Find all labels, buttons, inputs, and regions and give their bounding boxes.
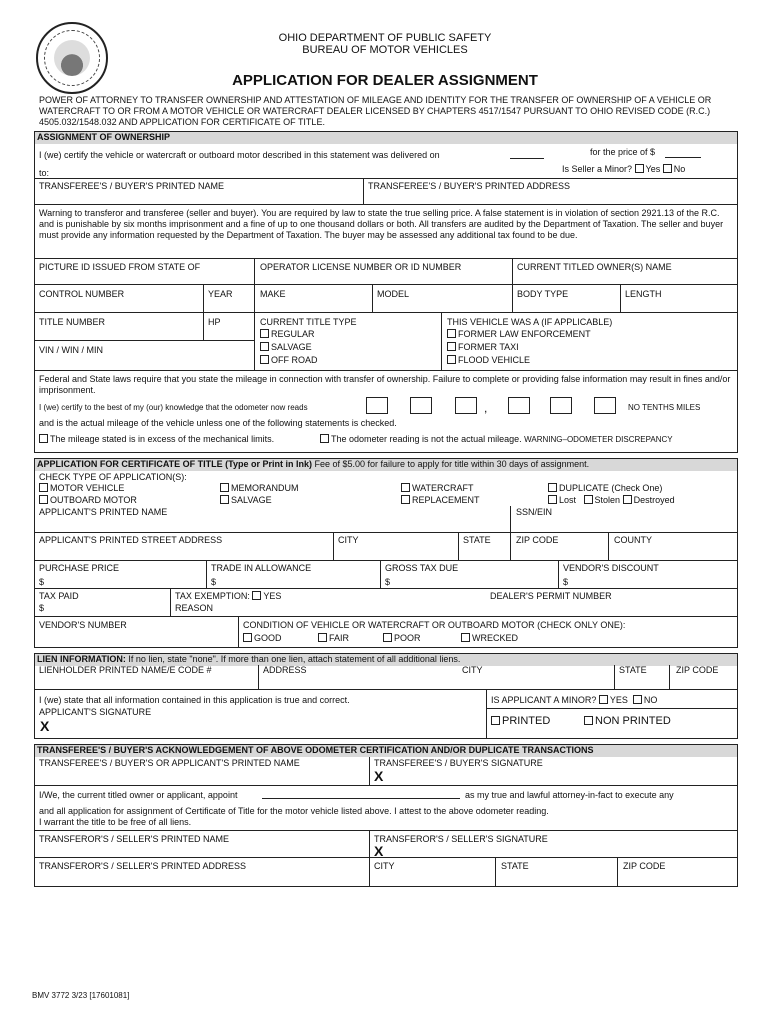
regular-checkbox[interactable]: [260, 329, 269, 338]
odometer-digit-3[interactable]: [455, 397, 477, 414]
picture-id-label: PICTURE ID ISSUED FROM STATE OF: [39, 262, 201, 272]
title-type-label: CURRENT TITLE TYPE: [260, 317, 357, 327]
lien-zip-label: ZIP CODE: [676, 665, 719, 675]
body-type-label: BODY TYPE: [517, 289, 569, 299]
price-field[interactable]: [665, 157, 701, 158]
appoint-text: I/We, the current titled owner or applicant, appoint: [39, 790, 238, 800]
condition-fair: FAIR: [318, 633, 349, 644]
certify-odometer-text: I (we) certify to the best of my (our) knowledge that the odometer now reads: [39, 403, 308, 412]
trade-in-label: TRADE IN ALLOWANCE: [211, 563, 312, 573]
non-printed-option: NON PRINTED: [584, 716, 671, 727]
duplicate-checkbox[interactable]: [548, 483, 557, 492]
trade-dollar: $: [211, 577, 217, 587]
buyer-name-label: TRANSFEREE'S / BUYER'S PRINTED NAME: [39, 181, 224, 191]
lien-heading: LIEN INFORMATION: If no lien, state "none". If more than one lien, attach statement of all additional liens.: [35, 654, 737, 666]
and-all-text: and all application for assignment of Certificate of Title for the motor vehicle listed above. I attest to the above odometer reading.: [39, 806, 549, 816]
odometer-comma: ,: [484, 401, 488, 415]
bureau-name: BUREAU OF MOTOR VEHICLES: [302, 44, 468, 56]
memorandum-option: MEMORANDUM: [220, 483, 299, 494]
destroyed-checkbox[interactable]: [623, 495, 632, 504]
outboard-checkbox[interactable]: [39, 495, 48, 504]
applicant-name-label: APPLICANT'S PRINTED NAME: [39, 507, 168, 517]
applicant-minor-yes-checkbox[interactable]: [599, 695, 608, 704]
seller-address-label: TRANSFEROR'S / SELLER'S PRINTED ADDRESS: [39, 861, 246, 871]
good-checkbox[interactable]: [243, 633, 252, 642]
flood-option: FLOOD VEHICLE: [447, 355, 530, 366]
dealer-permit-label: DEALER'S PERMIT NUMBER: [490, 591, 612, 601]
vin-label: VIN / WIN / MIN: [39, 345, 103, 355]
app-salvage-checkbox[interactable]: [220, 495, 229, 504]
title-type-offroad: OFF ROAD: [260, 355, 318, 366]
applicant-minor-no-checkbox[interactable]: [633, 695, 642, 704]
motor-vehicle-checkbox[interactable]: [39, 483, 48, 492]
length-label: LENGTH: [625, 289, 662, 299]
application-heading: APPLICATION FOR CERTIFICATE OF TITLE (Type or Print in Ink) Fee of $5.00 for failure to apply for title within 30 days of assignment.: [35, 459, 737, 471]
condition-label: CONDITION OF VEHICLE OR WATERCRAFT OR OUTBOARD MOTOR (CHECK ONLY ONE):: [243, 620, 626, 630]
applicant-signature-x: X: [40, 718, 50, 734]
printed-checkbox[interactable]: [491, 716, 500, 725]
replacement-option: REPLACEMENT: [401, 495, 480, 506]
wrecked-checkbox[interactable]: [461, 633, 470, 642]
warning-text: Warning to transferor and transferee (seller and buyer). You are required by law to state the true selling price. A false statement is in violation of section 2921.13 of the R.C. and is punishable by six months imprisonment and a fine of up to one thousand dollars or both. All transfers are audited by the Department of Taxation. The seller and buyer must provide any information requested by the Department of Taxation. The buyer may be assessed any additional tax found to be due.: [39, 208, 724, 240]
condition-good: GOOD: [243, 633, 282, 644]
county-label: COUNTY: [614, 535, 652, 545]
not-actual-checkbox[interactable]: [320, 434, 329, 443]
flood-checkbox[interactable]: [447, 355, 456, 364]
former-taxi-checkbox[interactable]: [447, 342, 456, 351]
seller-zip-label: ZIP CODE: [623, 861, 666, 871]
former-law-checkbox[interactable]: [447, 329, 456, 338]
app-city-label: CITY: [338, 535, 359, 545]
non-printed-checkbox[interactable]: [584, 716, 593, 725]
delivery-date-field[interactable]: [510, 158, 544, 159]
vendor-dollar: $: [563, 577, 569, 587]
to-label: to:: [39, 168, 50, 178]
certify-text: I (we) certify the vehicle or watercraft or outboard motor described in this statement was delivered on: [39, 150, 440, 160]
printed-option: PRINTED: [491, 716, 550, 727]
seller-minor-question: Is Seller a Minor? Yes No: [562, 164, 686, 174]
seller-signature-label: TRANSFEROR'S / SELLER'S SIGNATURE: [374, 834, 548, 844]
true-correct-text: I (we) state that all information contained in this application is true and correct.: [39, 695, 350, 705]
street-address-label: APPLICANT'S PRINTED STREET ADDRESS: [39, 535, 223, 545]
form-id: BMV 3772 3/23 [17601081]: [32, 991, 130, 1000]
odometer-digit-2[interactable]: [410, 397, 432, 414]
seller-minor-no-checkbox[interactable]: [663, 164, 672, 173]
not-actual-option: The odometer reading is not the actual mileage. WARNING–ODOMETER DISCREPANCY: [320, 434, 673, 445]
replacement-checkbox[interactable]: [401, 495, 410, 504]
agency-name: OHIO DEPARTMENT OF PUBLIC SAFETY: [278, 32, 492, 44]
excess-checkbox[interactable]: [39, 434, 48, 443]
lien-city-label: CITY: [462, 665, 483, 675]
model-label: MODEL: [377, 289, 410, 299]
hp-label: HP: [208, 317, 221, 327]
former-taxi-option: FORMER TAXI: [447, 342, 519, 353]
ack-buyer-signature-x: X: [374, 768, 384, 784]
lost-checkbox[interactable]: [548, 495, 557, 504]
attorney-text: as my true and lawful attorney-in-fact to execute any: [465, 790, 674, 800]
intro-text: POWER OF ATTORNEY TO TRANSFER OWNERSHIP AND ATTESTATION OF MILEAGE AND IDENTITY FOR THE TRANSFER OF OWNERSHIP OF A VEHICLE OR WATERCRAFT TO OR FROM A MOTOR VEHICLE OR WATERCRAFT DEALER LICENSED BY CHAPTERS 4517/1547 PURSUANT TO OHIO REVISED CODE (R.C.) 4505.032/1548.032 AND APPLICATION FOR CERTIFICATE OF TITLE.: [39, 95, 712, 127]
current-owner-label: CURRENT TITLED OWNER(S) NAME: [517, 262, 672, 272]
reason-label: REASON: [175, 603, 214, 613]
attorney-in-fact-field[interactable]: [262, 798, 460, 799]
tax-paid-dollar: $: [39, 603, 45, 613]
odometer-digit-4[interactable]: [508, 397, 530, 414]
exemption-yes-checkbox[interactable]: [252, 591, 261, 600]
ack-buyer-name-label: TRANSFEREE'S / BUYER'S OR APPLICANT'S PRINTED NAME: [39, 758, 300, 768]
price-label: for the price of $: [590, 147, 656, 157]
title-type-salvage: SALVAGE: [260, 342, 312, 353]
excess-option: The mileage stated is in excess of the mechanical limits.: [39, 434, 274, 445]
applicant-signature-label: APPLICANT'S SIGNATURE: [39, 707, 152, 717]
fair-checkbox[interactable]: [318, 633, 327, 642]
buyer-address-label: TRANSFEREE'S / BUYER'S PRINTED ADDRESS: [368, 181, 570, 191]
actual-mileage-text: and is the actual mileage of the vehicle unless one of the following statements is checked.: [39, 418, 397, 428]
salvage-checkbox[interactable]: [260, 342, 269, 351]
memorandum-checkbox[interactable]: [220, 483, 229, 492]
title-number-label: TITLE NUMBER: [39, 317, 106, 327]
poor-checkbox[interactable]: [383, 633, 392, 642]
seller-city-label: CITY: [374, 861, 395, 871]
stolen-checkbox[interactable]: [584, 495, 593, 504]
watercraft-option: WATERCRAFT: [401, 483, 474, 494]
purchase-dollar: $: [39, 577, 45, 587]
gross-tax-label: GROSS TAX DUE: [385, 563, 459, 573]
seller-state-label: STATE: [501, 861, 529, 871]
title-type-regular: REGULAR: [260, 329, 315, 340]
form-title: APPLICATION FOR DEALER ASSIGNMENT: [232, 72, 538, 89]
year-label: YEAR: [208, 289, 233, 299]
condition-wrecked: WRECKED: [461, 633, 518, 644]
lien-state-label: STATE: [619, 665, 647, 675]
ssn-label: SSN/EIN: [516, 507, 553, 517]
acknowledgement-heading: TRANSFEREE'S / BUYER'S ACKNOWLEDGEMENT OF ABOVE ODOMETER CERTIFICATION AND/OR DUPLICATE TRANSACTIONS: [35, 745, 737, 757]
duplicate-option: DUPLICATE (Check One): [548, 483, 662, 494]
seller-signature-x: X: [374, 843, 384, 859]
former-law-option: FORMER LAW ENFORCEMENT: [447, 329, 591, 340]
seller-name-label: TRANSFEROR'S / SELLER'S PRINTED NAME: [39, 834, 229, 844]
applicant-minor-question: IS APPLICANT A MINOR? YES NO: [491, 695, 658, 705]
outboard-option: OUTBOARD MOTOR: [39, 495, 137, 506]
warrant-text: I warrant the title to be free of all liens.: [39, 817, 192, 827]
condition-poor: POOR: [383, 633, 421, 644]
app-salvage-option: SALVAGE: [220, 495, 272, 506]
gross-dollar: $: [385, 577, 391, 587]
assignment-heading: ASSIGNMENT OF OWNERSHIP: [35, 132, 737, 144]
odometer-digit-5[interactable]: [550, 397, 572, 414]
operator-license-label: OPERATOR LICENSE NUMBER OR ID NUMBER: [260, 262, 462, 272]
motor-vehicle-option: MOTOR VEHICLE: [39, 483, 124, 494]
tax-paid-label: TAX PAID: [39, 591, 79, 601]
offroad-checkbox[interactable]: [260, 355, 269, 364]
vehicle-was-label: THIS VEHICLE WAS A (IF APPLICABLE): [447, 317, 613, 327]
ack-buyer-signature-label: TRANSFEREE'S / BUYER'S SIGNATURE: [374, 758, 543, 768]
app-state-label: STATE: [463, 535, 491, 545]
vendor-number-label: VENDOR'S NUMBER: [39, 620, 127, 630]
no-tenths-label: NO TENTHS MILES: [628, 403, 701, 412]
lien-address-label: ADDRESS: [263, 665, 307, 675]
vendor-discount-label: VENDOR'S DISCOUNT: [563, 563, 659, 573]
watercraft-checkbox[interactable]: [401, 483, 410, 492]
seller-minor-yes-checkbox[interactable]: [635, 164, 644, 173]
purchase-price-label: PURCHASE PRICE: [39, 563, 120, 573]
tax-exemption-label: TAX EXEMPTION: YES: [175, 591, 282, 601]
check-type-label: CHECK TYPE OF APPLICATION(S):: [39, 472, 187, 482]
federal-text: Federal and State laws require that you state the mileage in connection with transfer of ownership. Failure to complete or providing false information may result in fines and/or imprisonment.: [39, 374, 731, 395]
duplicate-reasons: Lost Stolen Destroyed: [548, 495, 675, 506]
lienholder-label: LIENHOLDER PRINTED NAME/E CODE #: [39, 665, 212, 675]
odometer-digit-6[interactable]: [594, 397, 616, 414]
control-number-label: CONTROL NUMBER: [39, 289, 125, 299]
make-label: MAKE: [260, 289, 286, 299]
odometer-digit-1[interactable]: [366, 397, 388, 414]
app-zip-label: ZIP CODE: [516, 535, 559, 545]
